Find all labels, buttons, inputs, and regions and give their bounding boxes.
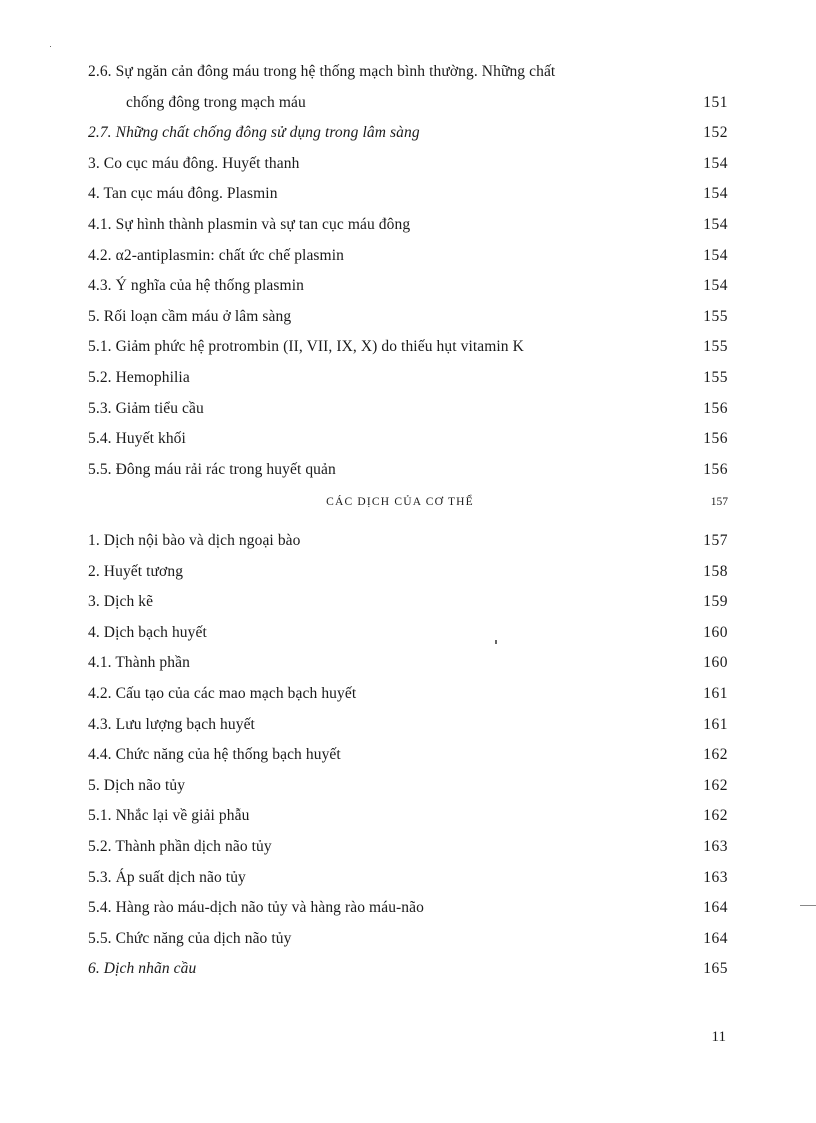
- toc-entry-page: 157: [703, 532, 728, 549]
- toc-entry-page: 156: [703, 399, 728, 417]
- toc-entry-page: 160: [703, 623, 728, 641]
- toc-entry-title: 1. Dịch nội bào và dịch ngoại bào: [88, 532, 301, 549]
- toc-entry: [0, 334, 816, 360]
- toc-entry-page: 155: [703, 369, 728, 386]
- toc-entry-page: 151: [703, 93, 728, 111]
- toc-entry-page: 154: [703, 246, 728, 264]
- scan-speck: [50, 46, 51, 47]
- toc-entry-title: 5.4. Hàng rào máu-dịch não tủy và hàng rào máu-não: [88, 899, 424, 917]
- toc-entry-page: 154: [703, 216, 728, 233]
- toc-entry: [0, 90, 816, 116]
- toc-entry-title: 5.5. Chức năng của dịch não tủy: [88, 929, 292, 947]
- toc-entry: [0, 712, 816, 738]
- toc-entry: [0, 212, 816, 238]
- toc-entry-page: 154: [703, 185, 728, 203]
- toc-entry-page: 159: [703, 593, 728, 611]
- toc-entry-title: 4.3. Lưu lượng bạch huyết: [88, 715, 255, 733]
- toc-entry: [0, 650, 816, 676]
- toc-entry-title: 5.4. Huyết khối: [88, 430, 186, 448]
- toc-entry-title: 2.7. Những chất chống đông sử dụng trong lâm sàng: [88, 124, 420, 142]
- toc-entry: [0, 181, 816, 207]
- toc-entry-title: 2. Huyết tương: [88, 562, 184, 580]
- toc-entry-title: 6. Dịch nhãn cầu: [88, 960, 197, 978]
- toc-entry-page: 158: [703, 562, 728, 580]
- toc-entry-page: 154: [703, 277, 728, 295]
- toc-entry: [0, 426, 816, 452]
- toc-entry-page: 162: [703, 776, 728, 794]
- toc-entry-page: 155: [703, 307, 728, 325]
- toc-entry-page: 163: [703, 838, 728, 855]
- toc-entry: [0, 528, 816, 554]
- toc-entry: [0, 243, 816, 269]
- toc-entry-page: 160: [703, 654, 728, 672]
- toc-entry-page: 161: [703, 715, 728, 733]
- toc-entry-page: 162: [703, 807, 728, 825]
- toc-entry: [0, 457, 816, 483]
- toc-entry: [0, 589, 816, 615]
- toc-entry: [0, 273, 816, 299]
- toc-entry: [0, 956, 816, 982]
- toc-entry-title: 4. Tan cục máu đông. Plasmin: [88, 185, 278, 203]
- toc-entry: [0, 304, 816, 330]
- toc-entry: [0, 865, 816, 891]
- toc-entry: [0, 151, 816, 177]
- toc-entry-title: 5.3. Giảm tiểu cầu: [88, 399, 204, 417]
- toc-entry-page: 152: [703, 124, 728, 142]
- toc-entry-page: 161: [703, 685, 728, 702]
- toc-entry-title: 4.2. Cấu tạo của các mao mạch bạch huyết: [88, 685, 357, 702]
- section-page-number: 157: [710, 496, 728, 508]
- toc-entry: [0, 895, 816, 921]
- scan-speck: [495, 640, 497, 644]
- toc-entry: [0, 59, 816, 85]
- toc-entry-page: 165: [703, 960, 728, 978]
- toc-entry-title: 5. Dịch não tủy: [88, 776, 186, 794]
- toc-entry: [0, 803, 816, 829]
- toc-entry-title: 4.4. Chức năng của hệ thống bạch huyết: [88, 746, 341, 764]
- toc-entry: [0, 559, 816, 585]
- scan-mark: [800, 905, 816, 906]
- toc-entry: [0, 742, 816, 768]
- toc-entry-page: 154: [703, 154, 728, 172]
- toc-entry-page: 156: [703, 430, 728, 448]
- toc-entry-title: 4.1. Thành phần: [88, 654, 190, 672]
- toc-entry-title: 3. Co cục máu đông. Huyết thanh: [88, 154, 300, 172]
- toc-entry-page: 162: [703, 746, 728, 764]
- toc-entry-title: 5.2. Hemophilia: [88, 369, 190, 386]
- toc-entry-title: 5.2. Thành phần dịch não tủy: [88, 838, 272, 855]
- toc-entry-page: 163: [703, 868, 728, 886]
- toc-entry-title: 4.3. Ý nghĩa của hệ thống plasmin: [88, 277, 304, 295]
- toc-entry-page: 164: [703, 929, 728, 947]
- page-number: 11: [711, 1029, 726, 1045]
- toc-entry-title: 4.1. Sự hình thành plasmin và sự tan cục máu đông: [88, 216, 411, 233]
- section-title: CÁC DỊCH CỦA CƠ THỂ: [326, 496, 474, 508]
- toc-entry: [0, 681, 816, 707]
- toc-entry: [0, 926, 816, 952]
- toc-entry: [0, 834, 816, 860]
- toc-entry: [0, 773, 816, 799]
- toc-entry: [0, 396, 816, 422]
- section-heading: [0, 490, 816, 514]
- toc-entry-title: 3. Dịch kẽ: [88, 593, 154, 611]
- toc-entry-title: 5. Rối loạn cầm máu ở lâm sàng: [88, 307, 292, 325]
- toc-entry-page: 164: [703, 899, 728, 917]
- toc-entry-title: 4.2. α2-antiplasmin: chất ức chế plasmin: [88, 246, 344, 264]
- toc-entry-title: 5.3. Áp suất dịch não tủy: [88, 868, 246, 886]
- toc-entry-page: 155: [703, 338, 728, 356]
- toc-entry-title: 2.6. Sự ngăn cản đông máu trong hệ thống mạch bình thường. Những chất: [88, 63, 556, 80]
- toc-entry-title: 5.1. Nhắc lại về giải phẫu: [88, 807, 250, 825]
- toc-entry: [0, 365, 816, 391]
- toc-entry: [0, 120, 816, 146]
- toc-entry-title: chống đông trong mạch máu: [126, 93, 306, 111]
- toc-entry-page: 156: [703, 460, 728, 478]
- toc-entry: [0, 620, 816, 646]
- toc-entry-title: 4. Dịch bạch huyết: [88, 623, 207, 641]
- toc-entry-title: 5.1. Giảm phức hệ protrombin (II, VII, IX, X) do thiếu hụt vitamin K: [88, 338, 524, 356]
- toc-entry-title: 5.5. Đông máu rải rác trong huyết quản: [88, 460, 336, 478]
